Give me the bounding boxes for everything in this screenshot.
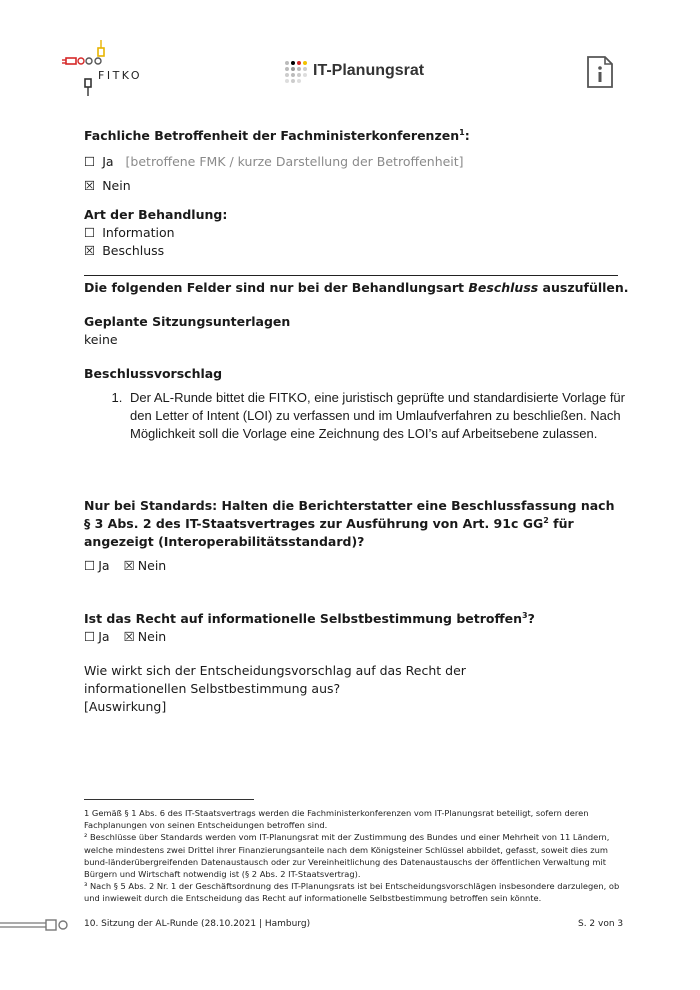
checkbox-unchecked-icon[interactable]: ☐ (84, 558, 96, 573)
footnote: ² Beschlüsse über Standards werden vom IT-Planungsrat mit der Zustimmung des Bundes und einer Mehrheit von 11 Ländern, welche mindestens zwei Drittel ihrer Finanzierungsanteile nach dem Königsteiner Schlüssel abbildet, gefasst, soweit dies zum bund-länderübergreifenden Datenaustausch oder zur Vereinheitlichung des Datenaustauschs der öffentlichen Verwaltung mit Bürgern und Wirtschaft notwendig ist (§ 2 Abs. 2 IT-Staatsvertrag). (84, 832, 610, 880)
beschluss-note: Die folgenden Felder sind nur bei der Behandlungsart Beschluss auszufüllen. (84, 280, 629, 295)
page-number: S. 2 von 3 (578, 919, 624, 929)
recht-ja-option[interactable]: ☐ Ja (84, 629, 110, 644)
footnote: ³ Nach § 5 Abs. 2 Nr. 1 der Geschäftsordnung des IT-Planungsrats ist bei Entscheidungsvorschlägen insbesondere darzulegen, ob und inwieweit durch die Entscheidung das Recht auf informationelle Selbstbestimmung betroffen sein könnte. (84, 881, 620, 904)
fmk-nein-option[interactable] (84, 177, 131, 195)
fmk-placeholder: [betroffene FMK / kurze Darstellung der Betroffenheit] (125, 154, 464, 169)
checkbox-checked-icon[interactable]: ☒ (123, 558, 135, 573)
standards-nein-option[interactable]: ☒ Nein (123, 558, 167, 573)
section-divider (84, 275, 618, 276)
fmk-ja-option[interactable] (84, 153, 464, 171)
vorschlag-label: Beschlussvorschlag (84, 366, 223, 381)
fmk-ja-label: Ja (102, 154, 114, 169)
checkbox-checked-icon[interactable]: ☒ (84, 243, 96, 258)
standards-ja-option[interactable]: ☐ Ja (84, 558, 110, 573)
checkbox-checked-icon[interactable]: ☒ (84, 178, 96, 193)
recht-nein-option[interactable]: ☒ Nein (123, 629, 167, 644)
fmk-nein-label: Nein (102, 178, 131, 193)
vorschlag-item: 1. Der AL-Runde bittet die FITKO, eine juristisch geprüfte und standardisierte Vorlage für den Letter of Intent (LOI) zu verfassen und im Umlaufverfahren zu beschließen. Nach Möglichkeit soll die Vorlage eine Zeichnung des LOI’s auf Arbeitsebene zulassen. (126, 389, 636, 443)
fmk-heading: Fachliche Betroffenheit der Fachministerkonferenzen$^1$: (84, 127, 470, 143)
art-information-label: Information (102, 225, 175, 240)
unterlagen-label: Geplante Sitzungsunterlagen (84, 314, 291, 329)
document-info-icon (586, 56, 614, 88)
fitko-logo-text: FITKO (98, 69, 143, 82)
vorschlag-list (104, 389, 636, 443)
art-information-option[interactable] (84, 224, 175, 242)
footnote-rule (84, 799, 254, 800)
checkbox-checked-icon[interactable]: ☒ (123, 629, 135, 644)
checkbox-unchecked-icon[interactable]: ☐ (84, 225, 96, 240)
footnote: 1 Gemäß § 1 Abs. 6 des IT-Staatsvertrags werden die Fachministerkonferenzen vom IT-Planungsrat beteiligt, sofern deren Fachplanungen von seinen Entscheidungen betroffen sind. (84, 808, 589, 831)
art-label: Art der Behandlung: (84, 207, 228, 222)
unterlagen-value: keine (84, 332, 118, 347)
wirkung-answer: [Auswirkung] (84, 699, 167, 714)
checkbox-unchecked-icon[interactable]: ☐ (84, 154, 96, 169)
standards-options (84, 557, 166, 575)
it-planungsrat-logo (283, 59, 313, 89)
recht-question: Ist das Recht auf informationelle Selbstbestimmung betroffen$^3$? (84, 610, 535, 626)
footnotes (84, 807, 620, 905)
recht-options (84, 628, 166, 646)
art-beschluss-option[interactable] (84, 242, 164, 260)
wirkung-question: Wie wirkt sich der Entscheidungsvorschlag auf das Recht der informationellen Selbstbestimmung aus? (84, 663, 466, 696)
footer-connector-icon (0, 918, 70, 932)
art-beschluss-label: Beschluss (102, 243, 165, 258)
standards-question: Nur bei Standards: Halten die Berichterstatter eine Beschlussfassung nach § 3 Abs. 2 des IT-Staatsvertrages zur Ausführung von Art. 91c $GG^2$ für angezeigt (Interoperabilitätsstandard)? (84, 498, 615, 549)
checkbox-unchecked-icon[interactable]: ☐ (84, 629, 96, 644)
footer-meeting-info: 10. Sitzung der AL-Runde (28.10.2021 | Hamburg) (84, 919, 311, 929)
it-planungsrat-logo-text: IT-Planungsrat (313, 62, 425, 79)
